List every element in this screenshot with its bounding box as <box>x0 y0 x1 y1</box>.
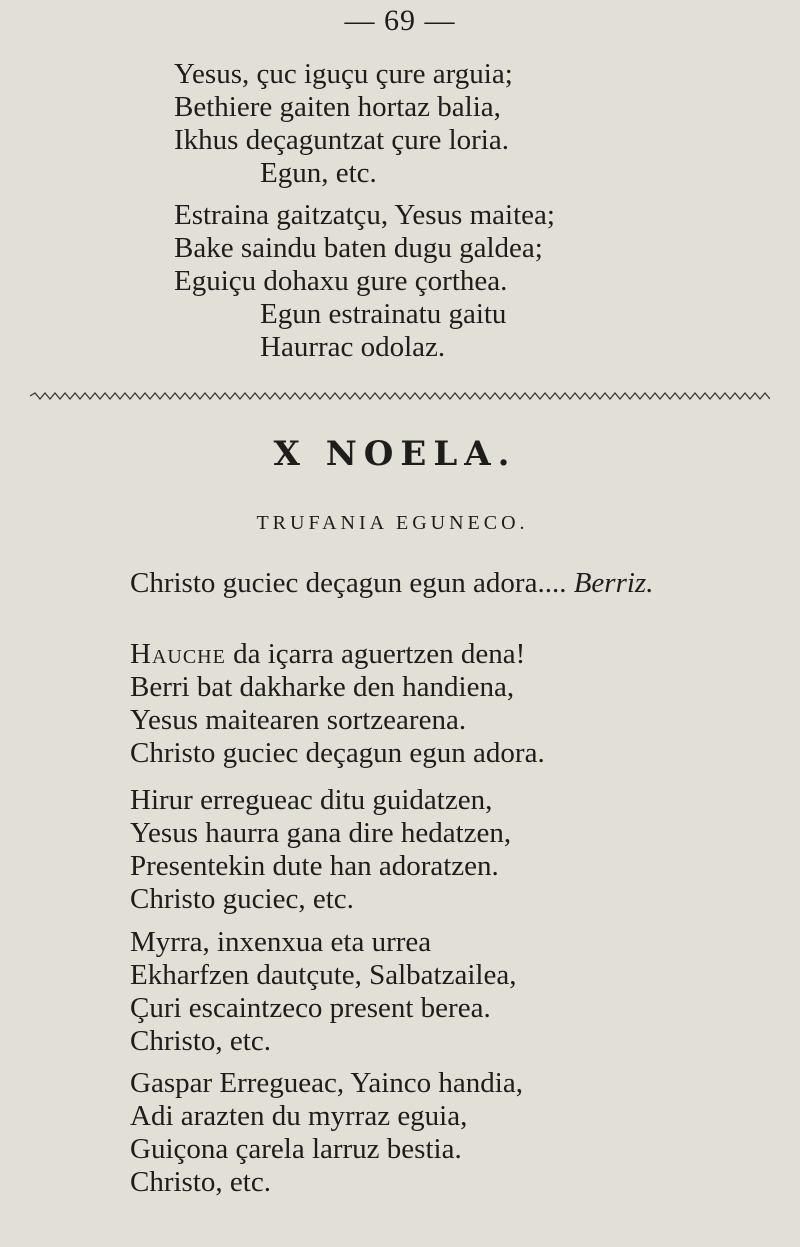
verse-refrain-line: Egun estrainatu gaitu <box>260 298 507 330</box>
page-number: — 69 — <box>344 4 456 37</box>
stanza-bottom-4 <box>130 1067 523 1199</box>
verse-refrain-line: Haurrac odolaz. <box>260 331 446 363</box>
verse-line: Guiçona çarela larruz bestia. <box>130 1133 462 1165</box>
verse-line: Christo, etc. <box>130 1025 271 1057</box>
section-subtitle: TRUFANIA EGUNECO. <box>256 512 529 534</box>
stanza-bottom-1 <box>130 638 545 770</box>
wavy-divider <box>30 386 770 406</box>
verse-line: Gaspar Erregueac, Yainco handia, <box>130 1067 523 1099</box>
verse-line: Çuri escaintzeco present berea. <box>130 992 491 1024</box>
verse-line: Yesus haurra gana dire hedatzen, <box>130 817 512 849</box>
wavy-divider-line <box>30 393 770 399</box>
verse-line: Yesus maitearen sortzearena. <box>130 704 467 736</box>
verse-line: Hirur erregueac ditu guidatzen, <box>130 784 493 816</box>
verse-line: Estraina gaitzatçu, Yesus maitea; <box>174 199 555 231</box>
refrain-text: Christo guciec deçagun egun adora.... <box>130 567 567 599</box>
section-title: X NOELA. <box>273 434 517 474</box>
stanza-bottom-3 <box>130 926 516 1058</box>
verse-line: Bethiere gaiten hortaz balia, <box>174 91 501 123</box>
verse-line: Christo guciec deçagun egun adora. <box>130 737 545 769</box>
stanza-top-2 <box>174 199 555 364</box>
verse-line: Presentekin dute han adoratzen. <box>130 850 499 882</box>
verse-line: Yesus, çuc iguçu çure arguia; <box>174 58 513 90</box>
verse-line: Eguiçu dohaxu gure çorthea. <box>174 265 508 297</box>
verse-line: Ekharfzen dautçute, Salbatzailea, <box>130 959 517 991</box>
verse-line: Christo guciec, etc. <box>130 883 354 915</box>
verse-line: Myrra, inxenxua eta urrea <box>130 926 432 958</box>
verse-refrain-line: Egun, etc. <box>260 157 377 189</box>
verse-line-rest: da içarra aguertzen dena! <box>225 638 526 670</box>
verse-line: Ikhus deçaguntzat çure loria. <box>174 124 509 156</box>
verse-line: Christo, etc. <box>130 1166 271 1198</box>
refrain-repeat-instruction: Berriz. <box>573 567 654 599</box>
stanza-bottom-2 <box>130 784 511 916</box>
verse-line: Bake saindu baten dugu galdea; <box>174 232 543 264</box>
initial-word: Hauche <box>130 638 226 670</box>
song-refrain <box>130 567 653 600</box>
verse-line: Adi arazten du myrraz eguia, <box>130 1100 468 1132</box>
stanza-top-1 <box>174 58 513 190</box>
verse-line: Berri bat dakharke den handiena, <box>130 671 515 703</box>
verse-line <box>130 638 545 671</box>
